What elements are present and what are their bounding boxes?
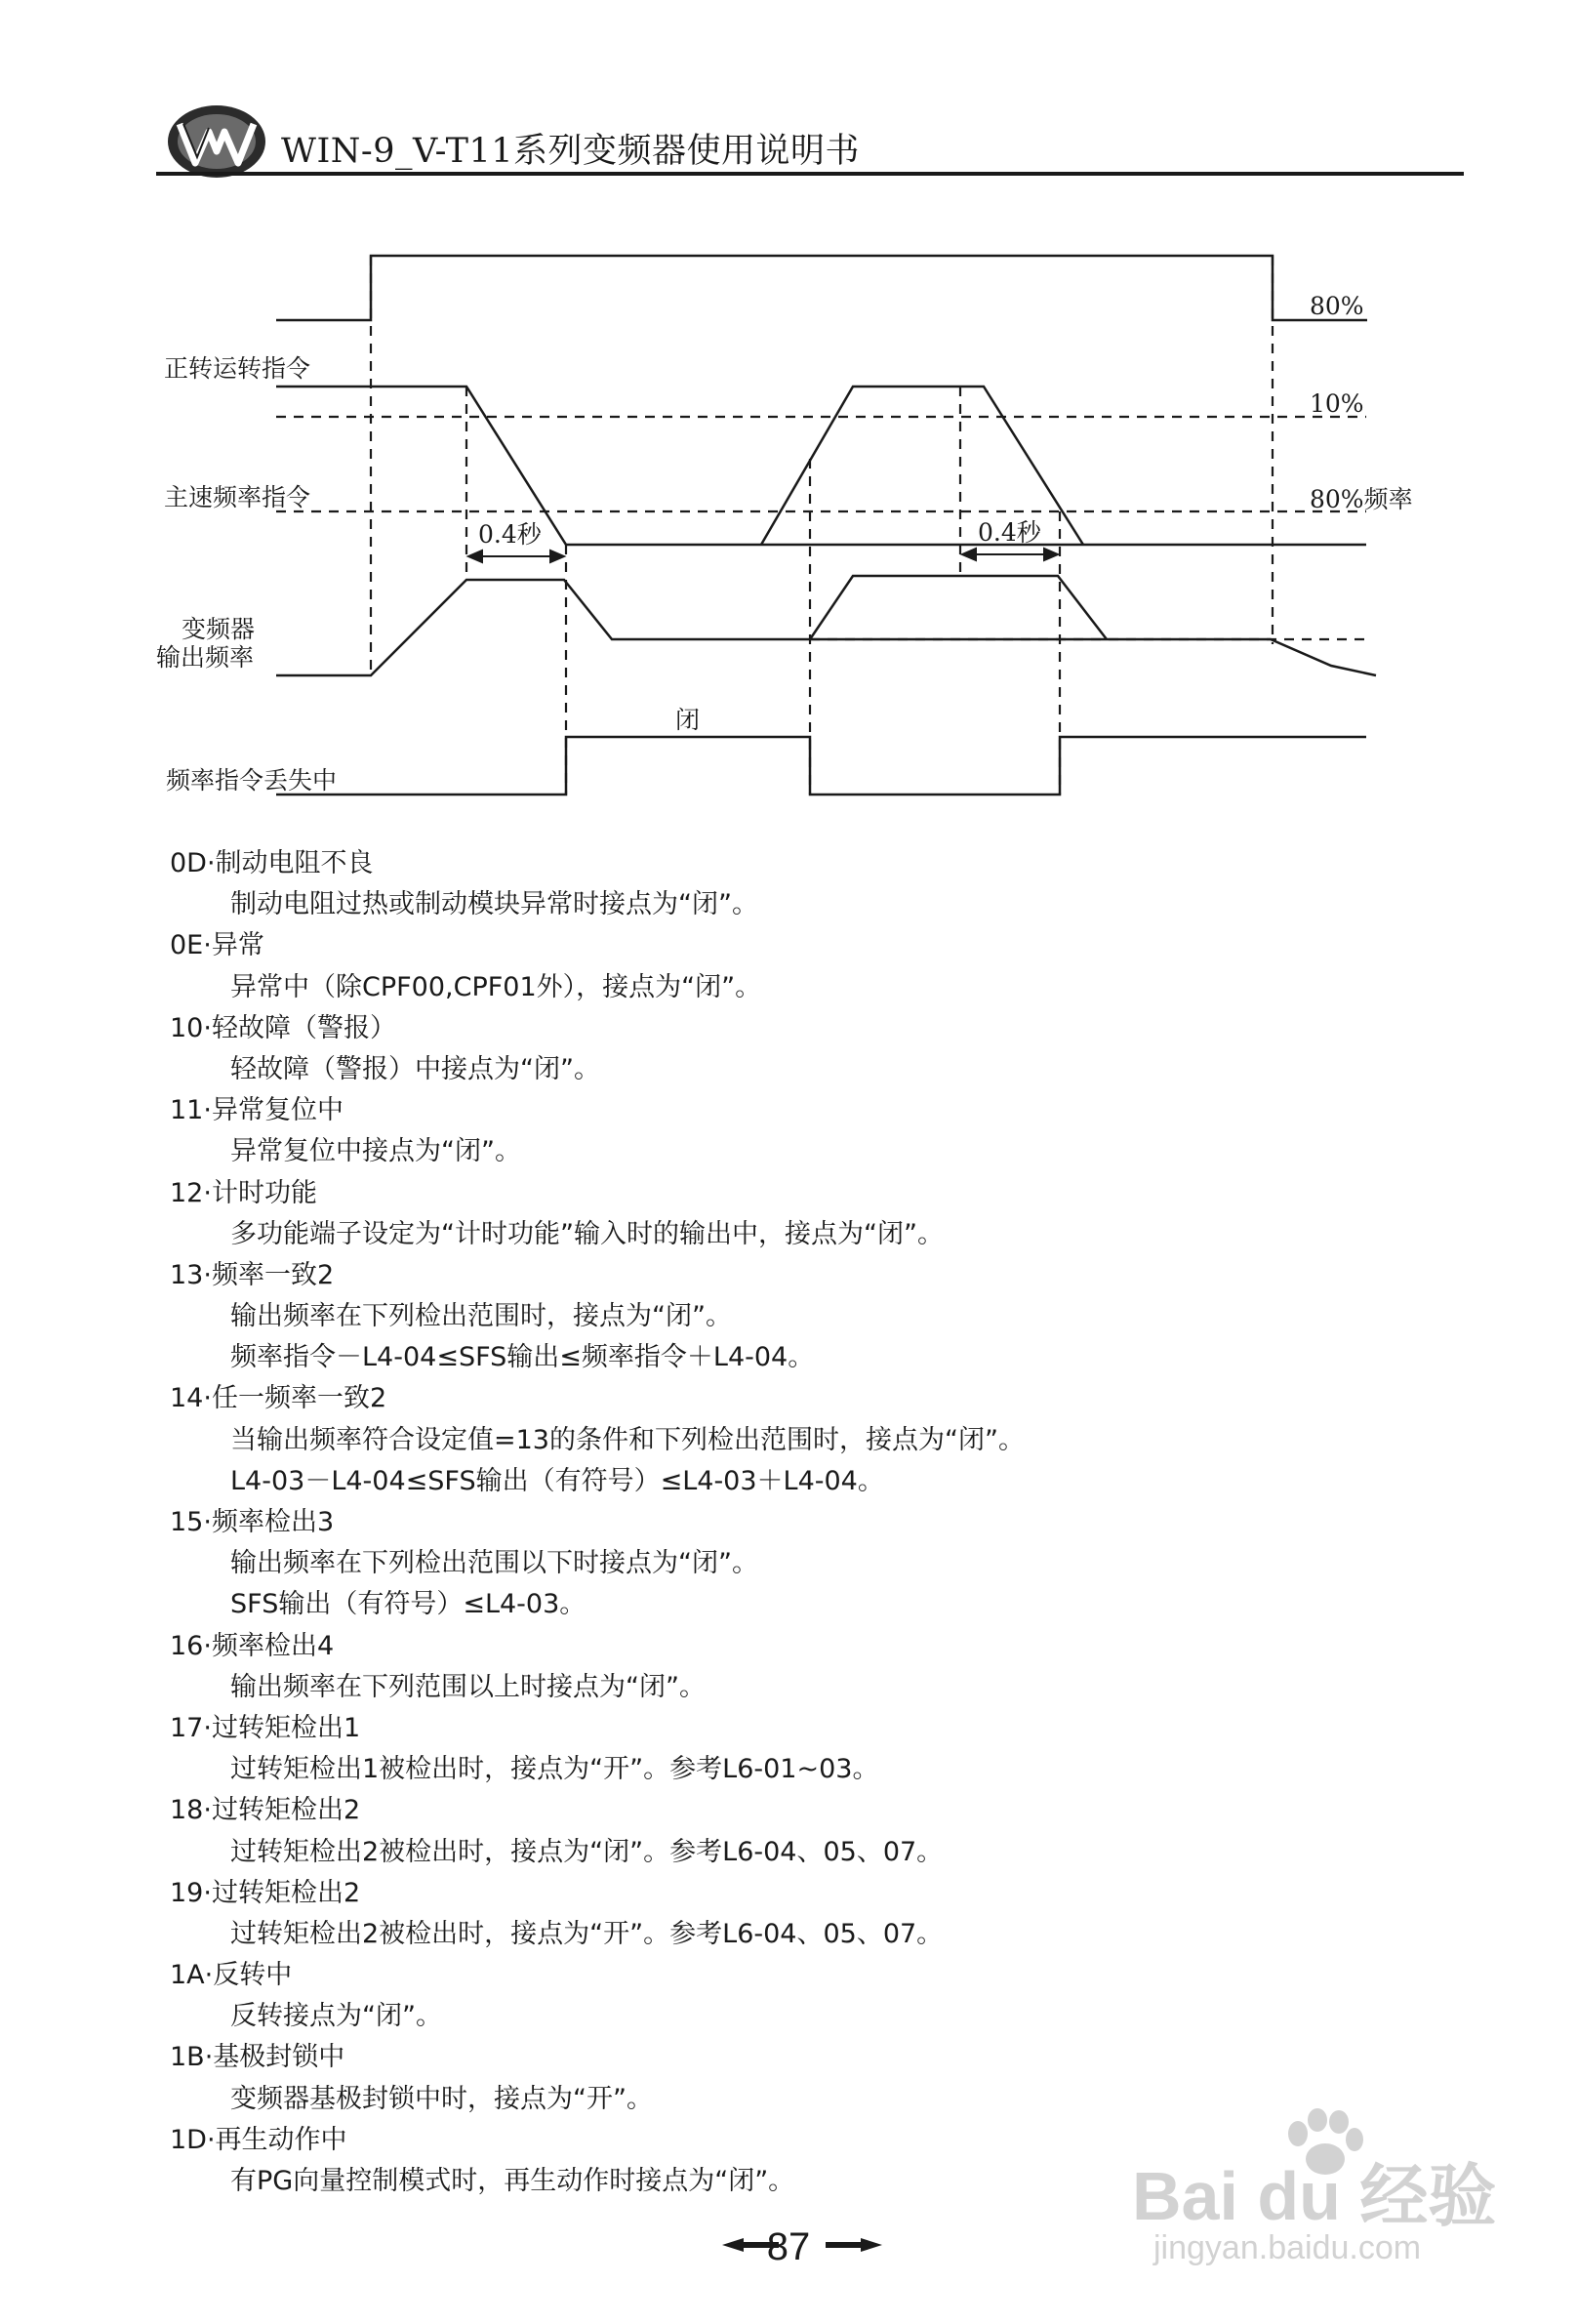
waveform-output-frequency: [276, 580, 1376, 675]
watermark: [1132, 2108, 1522, 2284]
list-item-description: 过转矩检出2被检出时，接点为“开”。参考L6-04、05、07。: [230, 1918, 944, 1949]
reference-lines: [276, 256, 1366, 795]
list-item-description: 异常中（除CPF00,CPF01外），接点为“闭”。: [230, 971, 762, 1002]
list-item-title: 15·频率检出3: [170, 1507, 335, 1537]
list-item-description: 频率指令－L4-04≤SFS输出≤频率指令＋L4-04。: [230, 1342, 815, 1373]
list-item-description: 输出频率在下列范围以上时接点为“闭”。: [230, 1671, 706, 1702]
label-10-percent: 10%: [1310, 389, 1364, 418]
list-item-title: 10·轻故障（警报）: [170, 1012, 396, 1043]
list-item-description: L4-03－L4-04≤SFS输出（有符号）≤L4-03＋L4-04。: [230, 1465, 884, 1496]
document-title: WIN-9_V-T11系列变频器使用说明书: [281, 132, 861, 171]
signal-waveforms: [276, 256, 1376, 795]
label-delay-2: 0.4秒: [978, 518, 1041, 547]
list-item-title: 0D·制动电阻不良: [170, 848, 374, 878]
list-item-title: 13·频率一致2: [170, 1259, 335, 1290]
label-forward-run-command: 正转运转指令: [164, 354, 311, 383]
waveform-output-frequency-2: [810, 576, 1107, 639]
label-80-percent-frequency: 80%频率: [1310, 485, 1413, 513]
list-item-description: 异常复位中接点为“闭”。: [230, 1136, 521, 1167]
waveform-run-command: [276, 256, 1367, 320]
list-item-title: 16·频率检出4: [170, 1630, 335, 1661]
label-delay-1: 0.4秒: [478, 520, 542, 549]
label-main-frequency-command: 主速频率指令: [164, 483, 311, 511]
list-item-description: 输出频率在下列检出范围以下时接点为“闭”。: [230, 1548, 758, 1579]
label-output-frequency: 输出频率: [156, 643, 255, 672]
list-item-title: 1D·再生动作中: [170, 2124, 347, 2155]
list-item-title: 11·异常复位中: [170, 1095, 344, 1126]
list-item-description: 当输出频率符合设定值=13的条件和下列检出范围时，接点为“闭”。: [230, 1424, 1025, 1455]
list-item-title: 19·过转矩检出2: [170, 1877, 361, 1908]
list-item-description: 有PG向量控制模式时，再生动作时接点为“闭”。: [230, 2166, 795, 2196]
list-item-title: 1B·基极封锁中: [170, 2042, 345, 2073]
label-frequency-loss: 频率指令丢失中: [166, 766, 338, 795]
watermark-brand: Bai du 经验: [1132, 2158, 1497, 2234]
list-item-description: 反转接点为“闭”。: [230, 2001, 442, 2032]
list-item-title: 1A·反转中: [170, 1960, 293, 1991]
list-item-description: 制动电阻过热或制动模块异常时接点为“闭”。: [230, 889, 758, 920]
timing-diagram: [0, 0, 1577, 830]
label-closed: 闭: [675, 706, 701, 734]
list-item-title: 12·计时功能: [170, 1177, 317, 1208]
watermark-url: jingyan.baidu.com: [1153, 2229, 1422, 2266]
list-item-description: 过转矩检出1被检出时，接点为“开”。参考L6-01~03。: [230, 1754, 879, 1785]
waveform-frequency-loss: [276, 737, 1366, 795]
list-item-description: SFS输出（有符号）≤L4-03。: [230, 1589, 586, 1620]
waveform-frequency-reference: [276, 387, 1366, 545]
list-item-description: 变频器基极封锁中时，接点为“开”。: [230, 2083, 653, 2114]
label-inverter: 变频器: [182, 615, 256, 643]
page-number: 87: [766, 2225, 811, 2268]
label-80-percent: 80%: [1310, 292, 1364, 320]
list-item-description: 多功能端子设定为“计时功能”输入时的输出中，接点为“闭”。: [230, 1218, 944, 1249]
delay-markers: [468, 549, 1058, 562]
list-item-description: 输出频率在下列检出范围时，接点为“闭”。: [230, 1301, 732, 1332]
list-item-title: 18·过转矩检出2: [170, 1795, 361, 1826]
right-arrow-icon: [826, 2238, 882, 2252]
list-item-description: 轻故障（警报）中接点为“闭”。: [230, 1053, 600, 1084]
function-list: [170, 843, 1438, 2202]
list-item-title: 0E·异常: [170, 930, 264, 961]
list-item-title: 14·任一频率一致2: [170, 1383, 387, 1414]
list-item-description: 过转矩检出2被检出时，接点为“闭”。参考L6-04、05、07。: [230, 1836, 944, 1867]
list-item-title: 17·过转矩检出1: [170, 1712, 361, 1743]
